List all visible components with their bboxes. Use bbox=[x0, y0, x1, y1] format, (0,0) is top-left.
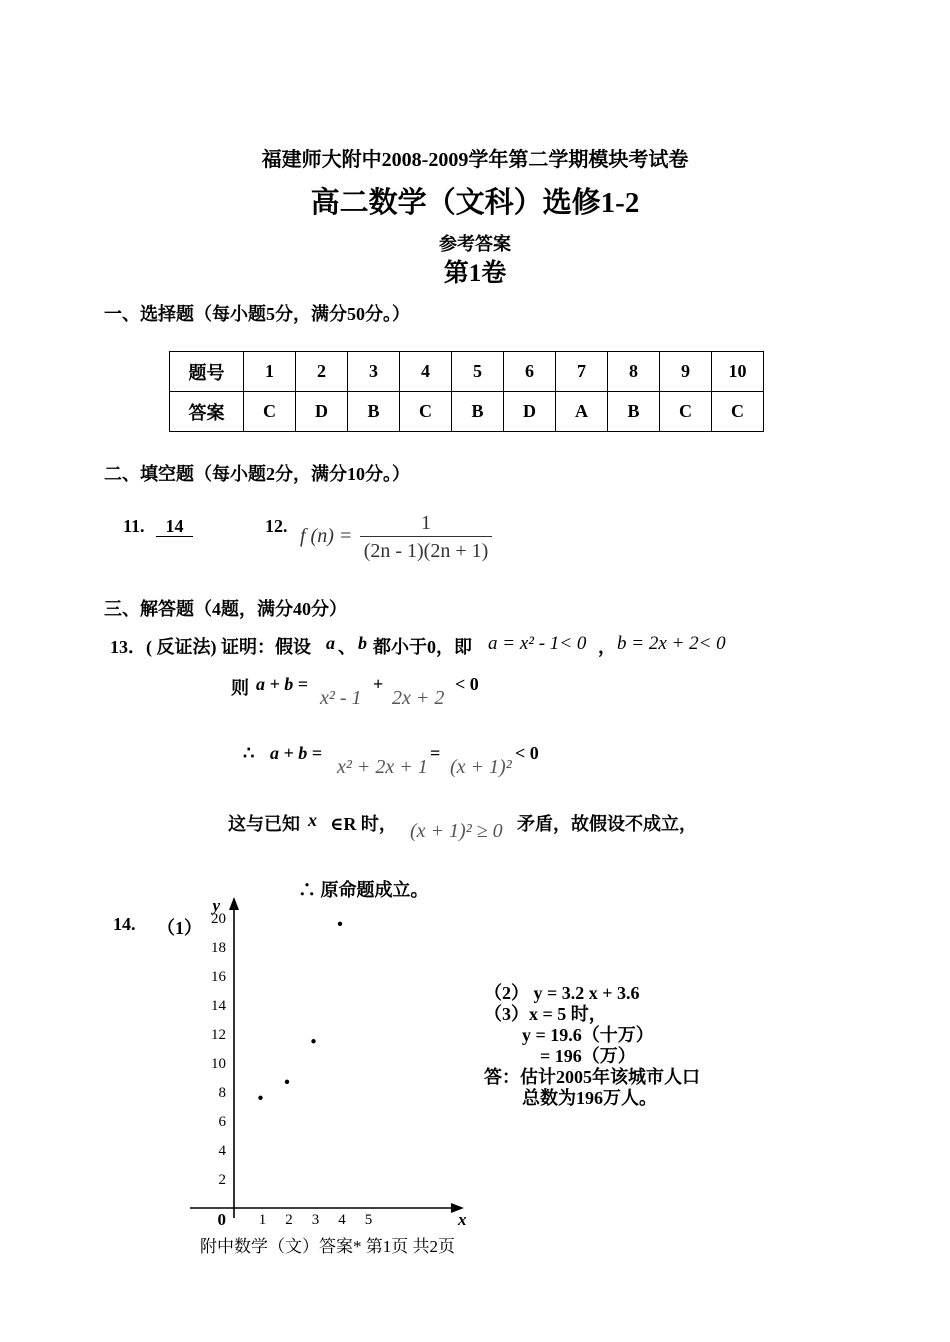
q14-part1: （1） bbox=[157, 918, 202, 938]
q11-answer: 14 bbox=[156, 516, 193, 537]
row-head-answers: 答案 bbox=[170, 392, 244, 432]
q13-line1-mid: 都小于0，即 bbox=[373, 637, 472, 657]
y-tick-label: 8 bbox=[218, 1085, 226, 1101]
data-point bbox=[338, 922, 342, 926]
table-cell: 5 bbox=[452, 352, 504, 392]
q14-result1: y = 19.6（十万） bbox=[522, 1025, 654, 1045]
y-tick-label: 10 bbox=[211, 1056, 226, 1072]
y-tick-label: 6 bbox=[218, 1114, 226, 1130]
x-tick-label: 5 bbox=[364, 1212, 373, 1228]
data-point bbox=[311, 1039, 315, 1043]
scatter-plot bbox=[150, 880, 490, 1240]
origin-label: 0 bbox=[217, 1210, 226, 1229]
y-axis-arrow bbox=[229, 897, 239, 910]
q13-line3-suffix: < 0 bbox=[515, 743, 539, 763]
table-cell: C bbox=[660, 392, 712, 432]
section1-title: 一、选择题（每小题5分，满分50分。） bbox=[104, 304, 410, 324]
q13-line4-expr: (x + 1)² ≥ 0 bbox=[410, 820, 503, 842]
q12-fraction bbox=[360, 512, 492, 562]
table-cell: B bbox=[608, 392, 660, 432]
q14-part3: （3）x = 5 时， bbox=[484, 1004, 607, 1024]
data-point bbox=[258, 1096, 262, 1100]
y-tick-label: 4 bbox=[218, 1143, 226, 1159]
y-tick-label: 18 bbox=[211, 940, 226, 956]
table-cell: C bbox=[244, 392, 296, 432]
q13-line3-term2: (x + 1)² bbox=[450, 756, 512, 778]
table-cell: C bbox=[712, 392, 764, 432]
table-row bbox=[170, 352, 764, 392]
q13-line2-prefix: 则 bbox=[231, 678, 249, 698]
table-cell: 6 bbox=[504, 352, 556, 392]
q14-label: 14. bbox=[113, 914, 136, 934]
q13-line3-ab: a + b = bbox=[270, 743, 323, 763]
school-title: 福建师大附中2008-2009学年第二学期模块考试卷 bbox=[261, 149, 689, 171]
volume-label: 第1卷 bbox=[443, 260, 507, 287]
q13-var-b: b bbox=[358, 633, 367, 653]
section2-title: 二、填空题（每小题2分，满分10分。） bbox=[104, 464, 410, 484]
page-footer: 附中数学（文）答案* 第1页 共2页 bbox=[200, 1237, 455, 1256]
q12-denominator: (2n - 1)(2n + 1) bbox=[363, 540, 489, 562]
table-cell: 2 bbox=[296, 352, 348, 392]
table-cell: 1 bbox=[244, 352, 296, 392]
q14-answer-line2: 总数为196万人。 bbox=[522, 1088, 657, 1108]
row-head-numbers: 题号 bbox=[170, 352, 244, 392]
q14-answer-line1: 答：估计2005年该城市人口 bbox=[484, 1067, 700, 1087]
q14-result2: = 196（万） bbox=[540, 1046, 636, 1066]
table-cell: 10 bbox=[712, 352, 764, 392]
q13-line2-term2: 2x + 2 bbox=[392, 687, 445, 709]
table-cell: B bbox=[452, 392, 504, 432]
table-cell: 9 bbox=[660, 352, 712, 392]
x-tick-label: 4 bbox=[338, 1212, 346, 1228]
q13-dot: 、 bbox=[338, 637, 356, 657]
answer-table bbox=[169, 351, 764, 432]
therefore-symbol: ∴ bbox=[243, 743, 255, 763]
q13-line4-prefix: 这与已知 bbox=[228, 814, 300, 834]
table-cell: C bbox=[400, 392, 452, 432]
q12-numerator: 1 bbox=[421, 512, 431, 534]
table-cell: 4 bbox=[400, 352, 452, 392]
q13-line2-term1: x² - 1 bbox=[320, 687, 362, 709]
table-cell: B bbox=[348, 392, 400, 432]
q13-line3-eq: = bbox=[430, 743, 441, 763]
table-cell: D bbox=[296, 392, 348, 432]
q13-var-a: a bbox=[326, 633, 335, 653]
q11-label: 11. bbox=[123, 516, 145, 536]
y-tick-label: 12 bbox=[211, 1027, 226, 1043]
q12-label: 12. bbox=[265, 516, 288, 536]
q13-expr-a: a = x² - 1< 0 bbox=[488, 633, 587, 654]
q13-line2-ab: a + b = bbox=[256, 674, 309, 694]
table-cell: D bbox=[504, 392, 556, 432]
q13-line4-suffix: 矛盾，故假设不成立， bbox=[517, 814, 697, 834]
y-tick-label: 20 bbox=[211, 911, 226, 927]
q13-line2-plus: + bbox=[373, 674, 384, 694]
answer-key-label: 参考答案 bbox=[439, 234, 511, 254]
x-tick-label: 2 bbox=[285, 1212, 293, 1228]
q12-lhs: f (n) = bbox=[300, 525, 353, 547]
q13-line4-x: x bbox=[308, 810, 317, 830]
subject-title: 高二数学（文科）选修1-2 bbox=[310, 187, 640, 219]
table-cell: A bbox=[556, 392, 608, 432]
table-cell: 7 bbox=[556, 352, 608, 392]
q14-part2: （2） y = 3.2 x + 3.6 bbox=[484, 983, 640, 1003]
q13-comma: ， bbox=[598, 637, 616, 657]
y-tick-label: 16 bbox=[211, 969, 226, 985]
y-axis-label: y bbox=[212, 896, 220, 915]
x-tick-label: 3 bbox=[311, 1212, 320, 1228]
table-cell: 8 bbox=[608, 352, 660, 392]
section3-title: 三、解答题（4题，满分40分） bbox=[104, 599, 347, 619]
q13-conclusion: ∴ 原命题成立。 bbox=[298, 880, 429, 900]
table-row bbox=[170, 392, 764, 432]
x-tick-label: 1 bbox=[258, 1212, 267, 1228]
x-axis-label: x bbox=[458, 1210, 467, 1229]
q13-line4-in: ∈R 时， bbox=[330, 814, 397, 834]
fraction-bar bbox=[360, 536, 492, 537]
q13-line1-prefix: 13．( 反证法) 证明：假设 bbox=[110, 637, 311, 657]
y-tick-label: 2 bbox=[218, 1172, 226, 1188]
y-tick-label: 14 bbox=[211, 998, 226, 1014]
data-point bbox=[285, 1080, 289, 1084]
q13-line3-term1: x² + 2x + 1 bbox=[337, 756, 428, 778]
q13-line2-suffix: < 0 bbox=[455, 674, 479, 694]
table-cell: 3 bbox=[348, 352, 400, 392]
q13-expr-b: b = 2x + 2< 0 bbox=[617, 633, 726, 654]
